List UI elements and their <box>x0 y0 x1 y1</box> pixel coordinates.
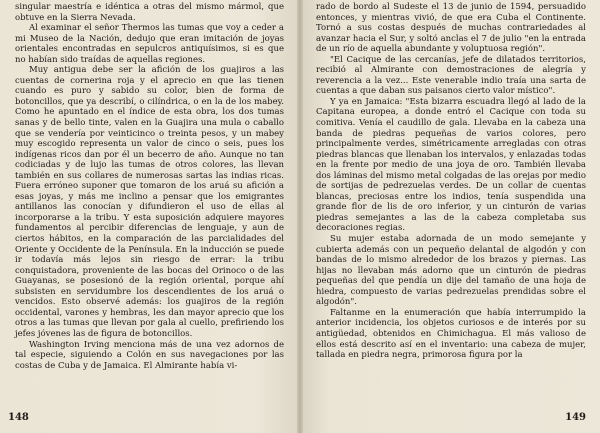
book-gutter <box>297 0 303 433</box>
right-paragraph-2: "El Cacique de las cercanías, jefe de dilatados territorios, recibió al Almirante con demostraciones de alegría y reverencia a la vez... Este venerable indio traía una sarta de cuentas a que daban sus paisanos cierto valor místico". <box>316 54 586 97</box>
left-paragraph-1: singular maestría e idéntica a otras del mismo mármol, que obtuve en la Sierra Nevada. <box>15 2 284 23</box>
left-paragraph-4: Washington Irving menciona más de una vez adornos de tal especie, siguiendo a Colón en sus navegaciones por las costas de Cuba y de Jamaica. El Almirante había vi- <box>15 339 284 371</box>
left-page-text <box>15 2 284 371</box>
right-page <box>300 0 600 433</box>
right-paragraph-3: Y ya en Jamaica: "Esta bizarra escuadra llegó al lado de la Capitana europea, a donde entró el Cacique con toda su comitiva. Venía el caudillo de gala. Llevaba en la cabeza una banda de piedras pequeñas de varios colores, pero principalmente verdes, simétricamente arregladas con otras piedras blancas que llenaban los intervalos, y enlazadas todas en la frente por medio de una joya de oro. También llevaba dos láminas del mismo metal colgadas de las orejas por medio de sortijas de pedrezuelas verdes. De un collar de cuentas blancas, preciosas entre los indios, tenía suspendida una grande flor de lis de oro inferior, y un cinturón de varias piedras semejantes a las de la cabeza completaba sus decoraciones regias. <box>316 96 586 234</box>
right-paragraph-1: rado de bordo al Sudeste el 13 de junio de 1594, persuadido entonces, y mientras vivió, de que era Cuba el Continente. Tornó a sus costas después de muchas contrariedades al avanzar hacia el Sur, y soltó anclas el 7 de julio "en la entrada de un río de aquella abundante y voluptuosa región". <box>316 2 586 55</box>
left-paragraph-3: Muy antigua debe ser la afición de los guajiros a las cuentas de cornerina roja y el aprecio en que las tienen cuando es puro y sabido su color, bien de forma de botoncillos, que ya describí, o cilíndrica, o en la de los mabey. Como he apuntado en el índice de esta obra, los dos tumas sanas y de bello tinte, valen en la Guajira una mula o caballo que se vendería por veinticinco o treinta pesos, y un mabey muy escogido representa un valor de cinco o seis, pues los indígenas ricos dan por él un becerro de año. Aunque no tan codiciadas y de lujo las tumas de otros colores, las llevan también en sus collares de numerosas sartas las indias ricas. Fuera erróneo suponer que tomaron de los aruá su afición a esas joyas, y más me inclino a pensar que los emigrantes antillanos las conocían y difundieron el uso de ellas al incorporarse a la tribu. Y esta suposición adquiere mayores fundamentos al percibir diferencias de lenguaje, y aun de ciertos hábitos, en la comparación de las parcialidades del Oriente y Occidente de la Península. En la inducción se puede ir todavía más lejos sin riesgo de errar: la tribu conquistadora, proveniente de las bocas del Orinoco o de las Guayanas, se posesionó de la región oriental, porque ahí subsisten en servidumbre los descendientes de los aruá o vencidos. Esto observé además: los guajiros de la región occidental, varones y hembras, les dan mayor aprecio que los otros a las tumas que llevan por gala al cuello, prefiriendo los jefes jóvenes las de figura de botoncillos. <box>15 65 284 339</box>
left-page-number: 148 <box>8 412 29 423</box>
right-paragraph-4: Su mujer estaba adornada de un modo semejante y cubierta además con un pequeño delantal de algodón y con bandas de lo mismo alrededor de los brazos y piernas. Las hijas no llevaban más adorno que un cinturón de piedras pequeñas del que pendía un dije del tamaño de una hoja de hiedra, compuesto de varias pedrezuelas prendidas sobre el algodón". <box>316 234 586 308</box>
right-paragraph-5: Faltanme en la enumeración que había interrumpido la anterior incidencia, los objetos curiosos e de interés por su antigüedad, obtenidos en Chimichagua. El más valioso de ellos está descrito así en el inventario: una cabeza de mujer, tallada en piedra negra, primorosa figura por la <box>316 307 586 361</box>
right-page-text <box>316 2 586 361</box>
left-paragraph-2: Al examinar el señor Thermos las tumas que voy a ceder a mi Museo de la Nación, dedujo que eran imitación de joyas orientales encontradas en sepulcros antiquísimos, si es que no habían sido traídas de aquellas regiones. <box>15 23 284 65</box>
right-page-number: 149 <box>565 412 586 423</box>
